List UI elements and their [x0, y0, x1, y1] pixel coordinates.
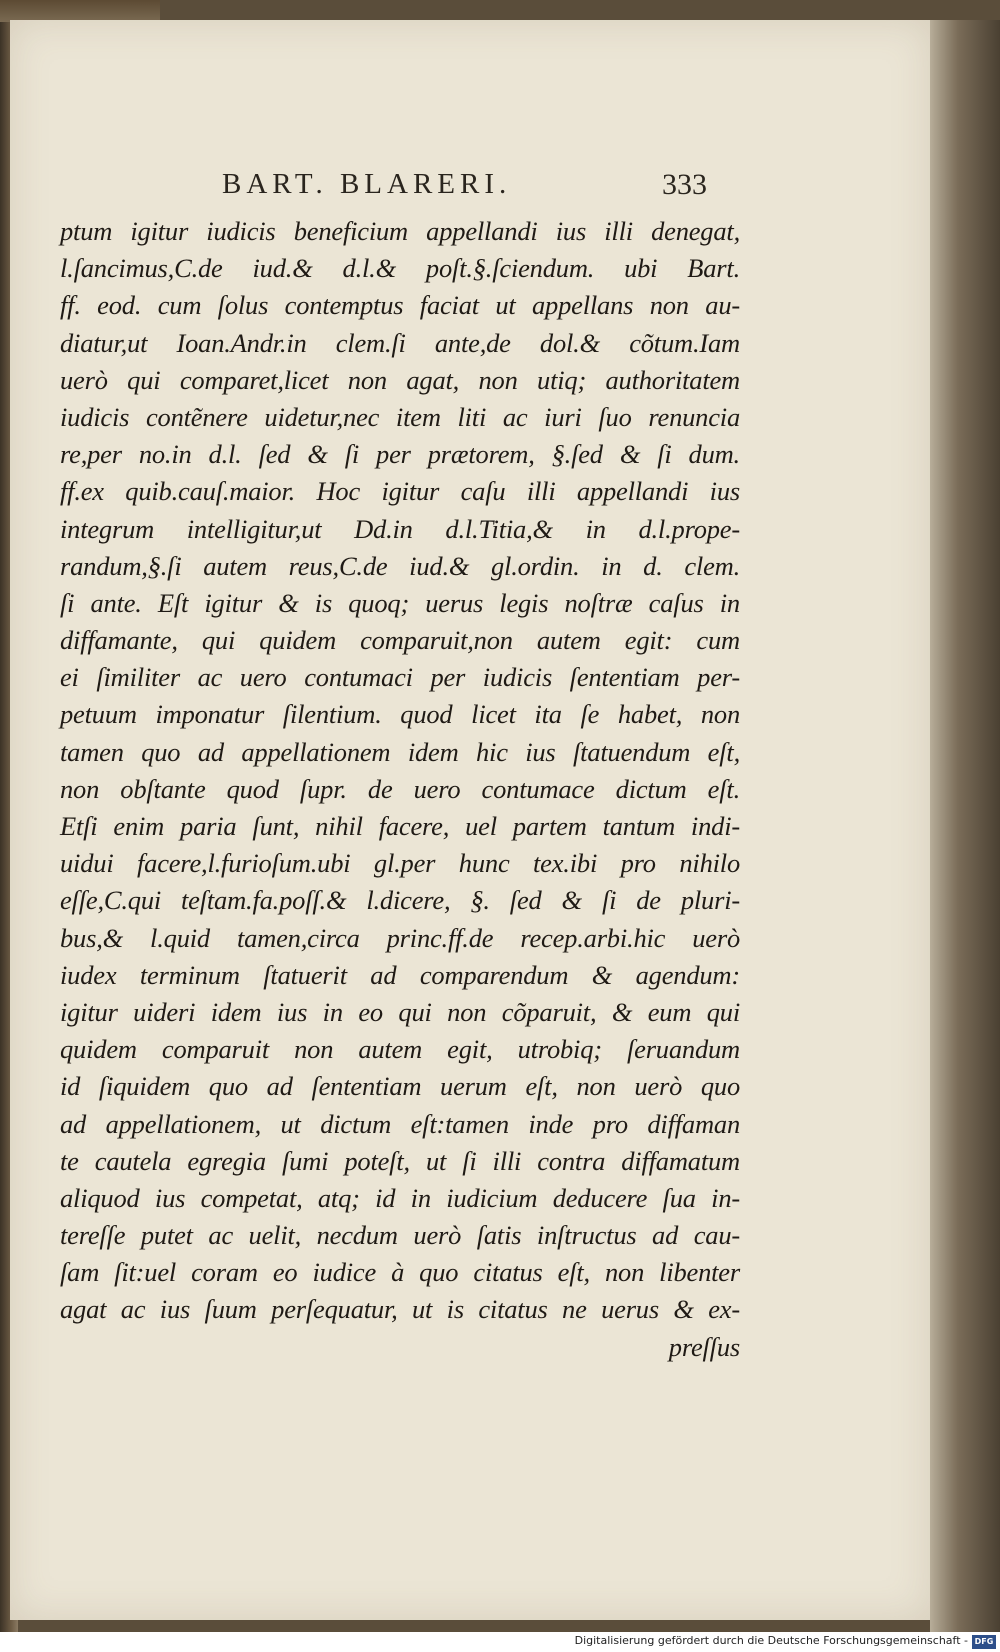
text-line: Etſi enim paria ſunt, nihil facere, uel partem tantum indi- — [60, 811, 740, 841]
text-line: eſſe,C.qui teſtam.fa.poſſ.& l.dicere, §. ſed & ſi de pluri- — [60, 885, 740, 916]
text-line: id ſiquidem quo ad ſententiam uerum eſt, non uerò quo — [60, 1071, 740, 1102]
body-text — [60, 213, 740, 1366]
text-line: non obſtante quod ſupr. de uero contumace dictum eſt. — [60, 773, 740, 804]
text-line: integrum intelligitur,ut Dd.in d.l.Titia,& in d.l.prope- — [60, 513, 740, 544]
text-line: ptum igitur iudicis beneficium appellandi ius illi denegat, — [60, 216, 740, 246]
text-line: ad appellationem, ut dictum eſt:tamen inde pro diffaman — [60, 1108, 740, 1139]
text-line: ff. eod. cum ſolus contemptus faciat ut appellans non au- — [60, 290, 740, 321]
text-line: uidui facere,l.furioſum.ubi gl.per hunc tex.ibi pro nihilo — [60, 848, 740, 879]
text-line: quidem comparuit non autem egit, utrobiq; ſeruandum — [60, 1034, 740, 1065]
book-page — [10, 20, 934, 1620]
running-title: BART. BLARERI. — [222, 168, 512, 200]
text-line: iudex terminum ſtatuerit ad comparendum & agendum: — [60, 959, 740, 990]
text-line: l.ſancimus,C.de iud.& d.l.& poſt.§.ſciendum. ubi Bart. — [60, 253, 740, 284]
binding-stain — [0, 0, 160, 22]
text-line: agat ac ius ſuum perſequatur, ut is citatus ne uerus & ex- — [60, 1294, 740, 1325]
text-line: te cautela egregia ſumi poteſt, ut ſi illi contra diffamatum — [60, 1145, 740, 1176]
page-number: 333 — [662, 168, 707, 201]
text-line: ſam ſit:uel coram eo iudice à quo citatus eſt, non libenter — [60, 1257, 740, 1288]
text-line: petuum imponatur ſilentium. quod licet ita ſe habet, non — [60, 699, 740, 730]
text-line: ff.ex quib.cauſ.maior. Hoc igitur caſu illi appellandi ius — [60, 476, 740, 507]
text-line: randum,§.ſi autem reus,C.de iud.& gl.ordin. in d. clem. — [60, 550, 740, 581]
text-line: re,per no.in d.l. ſed & ſi per prætorem, §.ſed & ſi dum. — [60, 439, 740, 470]
text-line: ſi ante. Eſt igitur & is quoq; uerus legis noſtræ caſus in — [60, 587, 740, 618]
funding-credit: Digitalisierung gefördert durch die Deutsche Forschungsgemeinschaft - — [574, 1634, 968, 1647]
text-line: tamen quo ad appellationem idem hic ius ſtatuendum eſt, — [60, 736, 740, 767]
text-line: diffamante, qui quidem comparuit,non autem egit: cum — [60, 625, 740, 656]
text-line: igitur uideri idem ius in eo qui non cõparuit, & eum qui — [60, 996, 740, 1027]
text-line: ei ſimiliter ac uero contumaci per iudicis ſententiam per- — [60, 662, 740, 693]
text-line: iudicis contẽnere uidetur,nec item liti ac iuri ſuo renuncia — [60, 401, 740, 432]
text-line: tereſſe putet ac uelit, necdum uerò ſatis inſtructus ad cau- — [60, 1220, 740, 1251]
digitization-footer — [0, 1632, 1000, 1652]
text-line: bus,& l.quid tamen,circa princ.ff.de recep.arbi.hic uerò — [60, 922, 740, 953]
running-head — [222, 168, 742, 208]
dfg-logo: DFG — [972, 1635, 996, 1649]
text-line: uerò qui comparet,licet non agat, non utiq; authoritatem — [60, 364, 740, 395]
page-fore-edge — [930, 20, 1000, 1632]
text-line: preſſus — [668, 1331, 740, 1362]
text-line: aliquod ius competat, atq; id in iudicium deducere ſua in- — [60, 1182, 740, 1213]
text-line: diatur,ut Ioan.Andr.in clem.ſi ante,de dol.& cõtum.Iam — [60, 327, 740, 358]
